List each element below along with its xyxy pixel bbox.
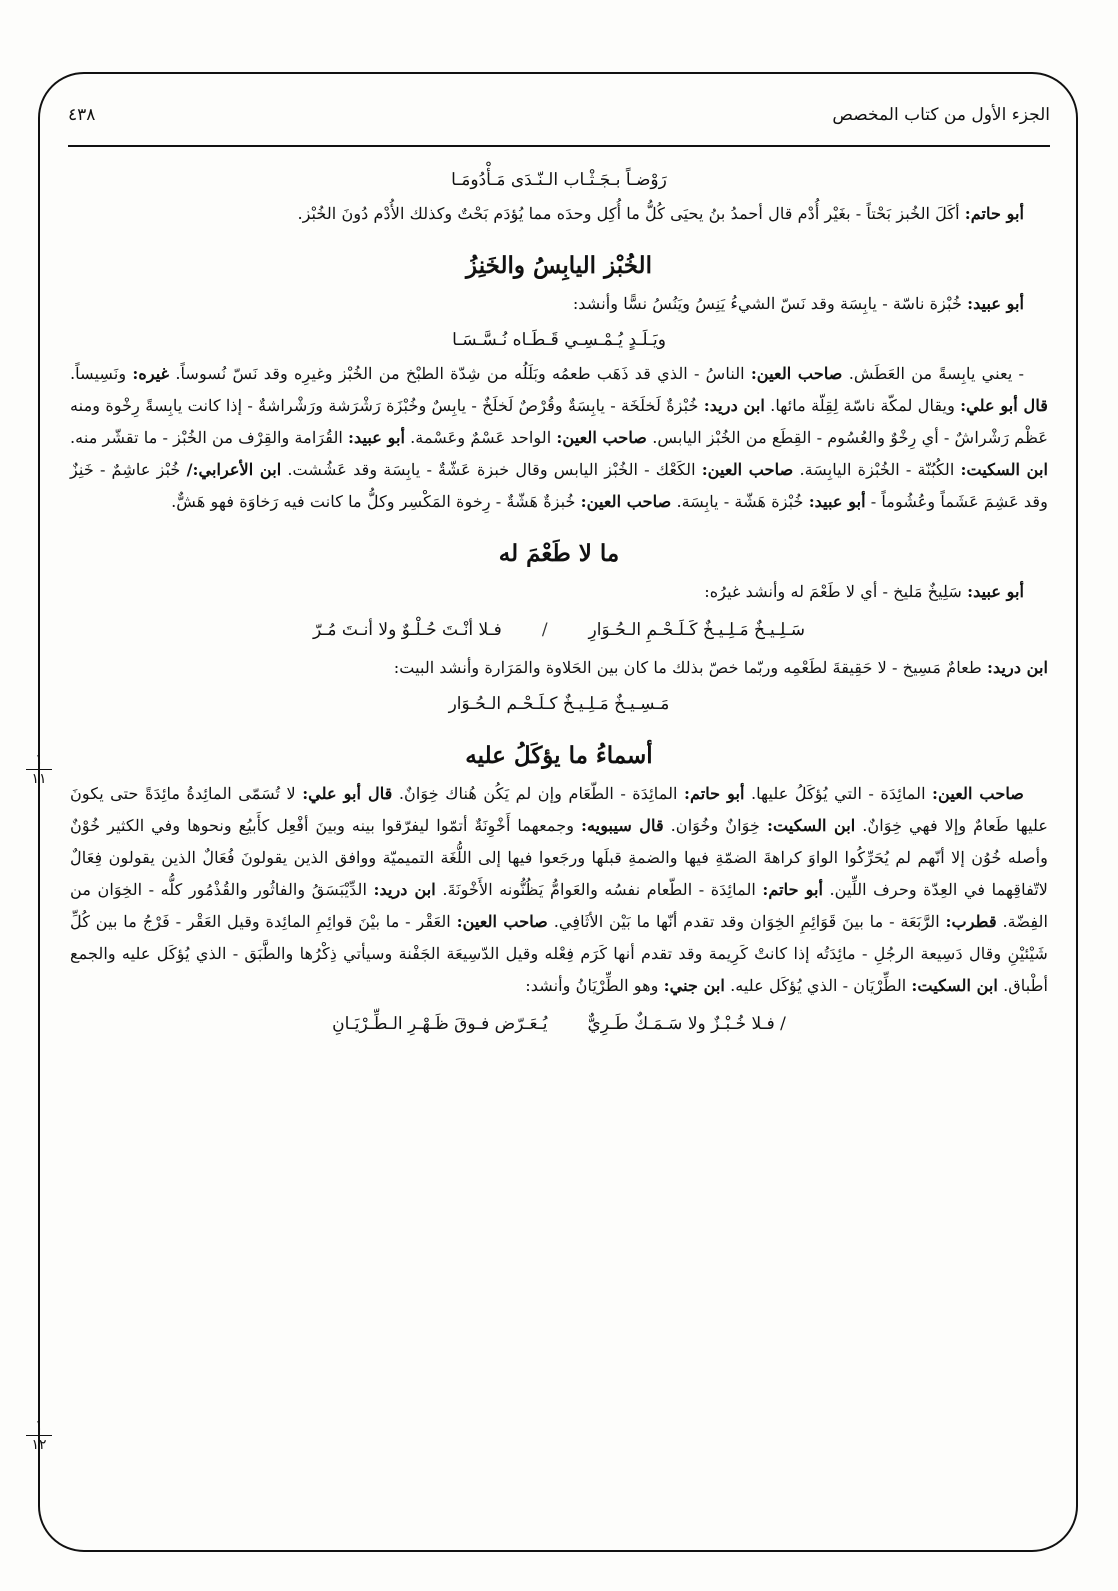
text-run: خُبْز عاشِمٌ - خَنِزٌ وقد عَشِمَ عَشَماً وعُشُوماً - <box>70 460 1048 511</box>
speaker-label: صاحب العين: <box>932 784 1025 803</box>
hemistich-first: سَـلِـيـخٌ مَـلِـيـخٌ كَـلَـحْـمِ الـحُـوَارِ <box>588 620 805 640</box>
paragraph-dry-bread-body <box>70 358 1048 518</box>
text-run: الرَّبَعَة - ما بينَ قَوَائِمِ الخِوَان وقد تقدم أنّها ما بَيْن الأثَافِي. <box>547 912 946 931</box>
speaker-label: أبو عبيد: <box>967 582 1024 601</box>
margin-folio-note-12 <box>26 1418 52 1453</box>
paragraph-abu-hatim <box>70 198 1048 230</box>
text-run: خُبْزةٌ لَخلَخَة - يابِسَةٌ وقُرْصٌ لَخلَخٌ - يابِسٌ وخُبْزَة رَشْرَشة ورَشْراشةٌ - إذا كانت يابِسةً رِخْوة ومنه عَظْم رَشْراشٌ - أي رِخْوٌ والعُسُوم - القِطَع من الخُبْز اليابس. <box>70 396 1049 447</box>
text-run: الكُبُنّة - الخُبْزة اليابِسَة. <box>793 460 961 479</box>
paragraph-abu-ubaid <box>70 288 1048 320</box>
speaker-label: غيره: <box>132 364 170 383</box>
header-rule <box>68 145 1050 147</box>
speaker-label: أبو حاتم: <box>683 784 745 803</box>
speaker-label: أبو حاتم: <box>762 880 823 899</box>
section-heading-table-names: أسماءُ ما يؤكَلُ عليه <box>465 742 653 769</box>
speaker-label: قطرب: <box>945 912 997 931</box>
text-run: الواحد عَسْمٌ وعَسْمة. <box>404 428 557 447</box>
verse-couplet-salikh <box>70 614 1048 646</box>
speaker-label: قال أبو علي: <box>302 784 393 803</box>
text-run: وجمعهما أَخْوِنَةٌ أتمّوا ليفرّقوا بينه وبينَ أفْعِل كأَبيُع ونحوها وفي الكثير خُوْنٌ وأصله خُوُن إلا أنّهم لم يُحَرِّكُوا الواوَ كراهةَ الضمّةِ فيها والضمةِ قبلَها ورجَعوا فيها إلى اللُّغَة التميميّة ووافق الذين يقولونَ فُعَالٌ الذين يقولون فِعَالٌ لاتّفاقِهما في العِدّة وحرف اللِّين. <box>70 816 1048 899</box>
speaker-label: قال أبو علي: <box>960 396 1048 415</box>
text-run: المائِدَة - الطّعَام وإن لم يَكُن هُناك خِوَانٌ. <box>392 784 684 803</box>
speaker-label: ابن السكيت: <box>911 976 998 995</box>
folio-numerator: ١ <box>26 1418 52 1436</box>
text-run: - يعني يابِسةً من العَطَش. <box>842 364 1025 383</box>
speaker-label: ابن دريد: <box>373 880 436 899</box>
speaker-label: صاحب العين: <box>701 460 794 479</box>
text-run: الناسُ - الذي قد ذَهَب طعمُه وبَلَلُه من شِدّة الطبْخ من الخُبْز وغيرِه وقد نَسّ نُسوساً. <box>169 364 751 383</box>
speaker-label: صاحب العين: <box>456 912 548 931</box>
text-run: الطِّرْيَان - الذي يُؤكَل عليه. <box>724 976 912 995</box>
text-run: المائِدَة - الطّعام نفسُه والعَوامُّ يَظُنُّونه الأَخْونَةَ. <box>435 880 763 899</box>
speaker-label: ابن السكيت: <box>960 460 1048 479</box>
paragraph-text: سَلِيخٌ مَليخ - أي لا طَعْمَ له وأنشد غيرُه: <box>704 582 968 601</box>
folio-numerator: ١ <box>26 752 52 770</box>
book-title: الجزء الأول من كتاب المخصص <box>832 105 1050 125</box>
paragraph-salikh <box>70 576 1048 608</box>
verse-top: رَوْضـاً بـجَـثْـاب الـنّـدَى مَـأْدُومَـا <box>451 170 667 190</box>
text-run: المائِدَة - التي يُؤكَلُ عليها. <box>744 784 933 803</box>
margin-folio-note-11 <box>26 752 52 787</box>
paragraph-text: خُبْزة ناسّة - يابِسَة وقد نَسّ الشيءُ يَنِسُ ويَنُسُ نسًّا وأنشد: <box>572 294 968 313</box>
speaker-label: ابن دريد: <box>987 658 1048 677</box>
text-run: خِوَانٌ وخُوَان. <box>663 816 767 835</box>
text-run: لا تُسَمّى المائِدةُ مائِدَةً حتى يكونَ عليها طَعامٌ وإلا فهي خِوَانٌ. <box>70 784 1048 835</box>
text-run: ويقال لمكّة ناسّة لِقِلّة مائها. <box>764 396 961 415</box>
speaker-label: صاحب العين: <box>556 428 648 447</box>
speaker-label: ابن دريد: <box>703 396 765 415</box>
speaker-label: صاحب العين: <box>580 492 672 511</box>
text-run: الدِّيْبَسَقُ والفاثُور والقُذْمُور كلُّه - الخِوَان من الفِضّة. <box>70 880 1048 931</box>
page-body <box>70 160 1048 1046</box>
paragraph-table-names-body <box>70 778 1048 1002</box>
speaker-label: أبو عبيد: <box>348 428 405 447</box>
speaker-label: ابن الأعرابي:/ <box>186 460 282 479</box>
hemistich-second: يُـعَـرّض فـوقَ ظَـهْـرِ الـطِّـرْيَـانِ <box>332 1014 548 1034</box>
speaker-label: ابن السكيت: <box>766 816 856 835</box>
paragraph-text: طعامٌ مَسِيخ - لا حَقِيقةَ لطَعْمِه وربّما خصّ بذلك ما كان بين الحَلاوة والمَرَارة وأنشد البيت: <box>393 658 988 677</box>
paragraph-ibn-durayd <box>70 652 1048 684</box>
verse-couplet-tiryan <box>70 1008 1048 1040</box>
section-heading-tasteless: ما لا طَعْمَ له <box>498 540 620 567</box>
text-run: القُرَامة والقِرْف من الخُبْز - ما تقشّر منه. <box>70 428 349 447</box>
speaker-label: صاحب العين: <box>750 364 843 383</box>
section-heading-dry-bread: الخُبْز اليابِسُ والخَنِزُ <box>466 252 652 279</box>
folio-denominator: ١٢ <box>31 1437 47 1453</box>
text-run: خُبزةٌ هَشّةٌ - رِخوة المَكْسِر وكلُّ ما كانت فيه رَخاوَة فهو هَشٌّ. <box>171 492 581 511</box>
hemistich-second: فـلا أنْـتَ حُـلْـوٌ ولا أنـتَ مُـرّ <box>313 620 502 640</box>
page-number: ٤٣٨ <box>68 105 96 125</box>
paragraph-text: أكَلَ الخُبز بَحْتاً - بغَيْر أُدْم قال أحمدُ بنُ يحيَى كُلُّ ما أُكِل وحدَه مما يُؤدَم بَحْتٌ وكذلك الأُدْم دُونَ الخُبْز. <box>297 204 965 223</box>
speaker-label: أبو عبيد: <box>808 492 866 511</box>
speaker-label: أبو عبيد: <box>967 294 1024 313</box>
verse-quote: ويَـلَـدٍ يُـمْـسِـي قَـطَـاه نُـسَّـسَـا <box>452 330 666 350</box>
text-run: ونَسِيساً. <box>70 364 133 383</box>
text-run: خُبْزة هَشّة - يابِسَة. <box>671 492 809 511</box>
verse-masikh: مَـسِـيـخٌ مَـلِـيـخٌ كـلَـحْـم الـحُـوَار <box>448 694 670 714</box>
folio-denominator: ١١ <box>31 771 47 787</box>
speaker-label: ابن جني: <box>663 976 725 995</box>
text-run: الكَعْك - الخُبْز اليابس وقال خبزة عَشّةٌ - يابِسَة وقد عَشُشت. <box>281 460 702 479</box>
text-run: وهو الطِّرْيَانُ وأنشد: <box>525 976 664 995</box>
speaker-label: قال سيبويه: <box>581 816 664 835</box>
speaker-label: أبو حاتم: <box>964 204 1024 223</box>
text-run: العَقْر - ما بيْنَ قوائِمِ المائِدة وقيل العَقْر - فَرْجُ ما بين كُلِّ شَيْئيْنِ وقال دَسِيعة الرجُلِ - مائِدَتُه إذا كانتْ كَرِيمة وقد تقدم أنها كَرَم فِعْله وقيل الدّسِيعَة الجَفْنة وسيأتي ذِكْرُها والطَّبَق - الذي يُؤكَل عليه والجمع أطْباق. <box>70 912 1048 995</box>
page-header <box>68 103 1050 139</box>
verse-separator: / <box>541 620 549 640</box>
hemistich-first: / فـلا خُـبْـزٌ ولا سَـمَـكٌ طَـرِيٌّ <box>587 1014 786 1034</box>
